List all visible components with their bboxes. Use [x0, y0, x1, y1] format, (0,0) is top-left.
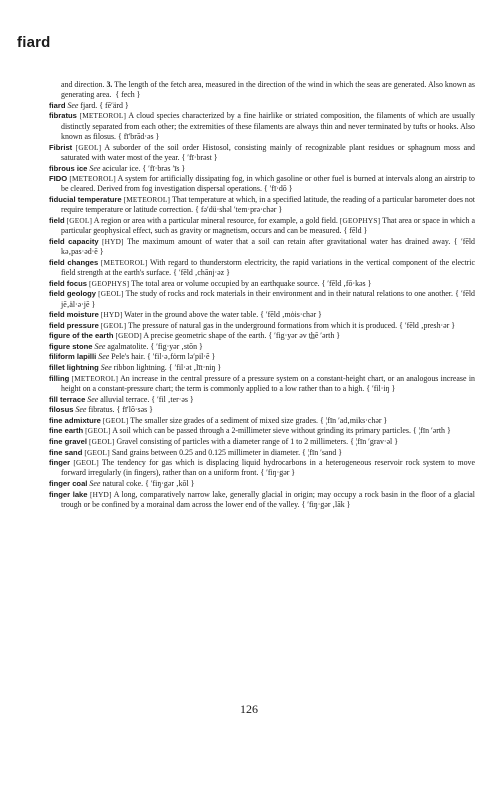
pronunciation: { ′fiŋ·gər ‚kōl }: [145, 479, 195, 488]
definition: ribbon lightning.: [113, 363, 167, 373]
pronunciation: { ′fig·yər ‚stōn }: [150, 341, 203, 351]
see-reference: See: [98, 352, 110, 362]
definition: The pressure of natural gas in the underground formations from which it is produced.: [128, 320, 398, 330]
field-label: [GEOPHYS]: [339, 215, 381, 225]
continued-text-pre: and direction.: [61, 80, 107, 89]
field-label: [GEOL]: [100, 320, 127, 330]
definition: A region or area with a particular mineral resource, for example, a gold field.: [93, 215, 338, 225]
definition: fjard.: [80, 100, 98, 110]
field-label: [GEOL]: [88, 436, 115, 446]
headword: filiform lapilli: [49, 352, 97, 362]
pronunciation: { ′fī·brəs ′īs }: [142, 163, 186, 173]
definition: A system for artificially dissipating fog, in which gasoline or other fuel is burned at intervals along an airstrip to be cleared. Derived from fog investigation dispersal operations.: [61, 174, 475, 194]
pronunciation: { ′fil·ət ‚līt·niŋ }: [168, 363, 222, 373]
headword: fibrous ice: [49, 163, 88, 173]
headword: fiard: [49, 100, 66, 110]
headword: fill terrace: [49, 394, 86, 404]
definition: An increase in the central pressure of a pressure system on a constant-height chart, or an analogous increase in height on a constant-pressure chart; the term is commonly applied to a low rather than to a high.: [61, 373, 475, 393]
definition: Gravel consisting of particles with a diameter range of 1 to 2 millimeters.: [116, 436, 349, 446]
see-reference: See: [87, 394, 99, 404]
headword: field geology: [49, 289, 96, 299]
dictionary-entry: [49, 216, 475, 237]
pronunciation: { ′fiŋ·gər ‚lāk }: [301, 499, 351, 509]
pronunciation: { fech }: [115, 90, 141, 100]
pronunciation: { ′fēld jē‚äl·ə·jē }: [61, 289, 475, 309]
headword: fine gravel: [49, 436, 87, 446]
definition: acicular ice.: [102, 163, 141, 173]
definition: Sand grains between 0.25 and 0.125 millimeter in diameter.: [111, 447, 301, 457]
see-reference: See: [89, 479, 101, 488]
headword: FIDO: [49, 174, 68, 184]
field-label: [GEOL]: [66, 215, 93, 225]
sense-number: 3.: [106, 80, 113, 89]
dictionary-entry: [49, 374, 475, 395]
field-label: [GEOL]: [102, 415, 129, 425]
dictionary-entry: [49, 195, 475, 216]
continued-text-post: The length of the fetch area, measured in the direction of the wind in which the seas are generated. Also known as generating area.: [61, 80, 475, 100]
headword: finger coal: [49, 479, 88, 488]
headword: fine admixture: [49, 415, 101, 425]
headword: field pressure: [49, 320, 99, 330]
field-label: [HYD]: [89, 489, 112, 499]
pronunciation: { ¦fīn ′sand }: [302, 447, 343, 457]
dictionary-entry: [49, 164, 475, 174]
see-reference: See: [67, 100, 79, 110]
definition: Water in the ground above the water table.: [124, 310, 259, 320]
definition: alluvial terrace.: [100, 394, 150, 404]
dictionary-entry: [49, 437, 475, 447]
definition: That area or space in which a particular geophysical effect, such as gravity or magnetism, occurs and can be measured.: [61, 215, 475, 236]
pronunciation: { ′fēld kə‚pas·əd·ē }: [61, 236, 475, 257]
field-label: [GEOD]: [115, 331, 142, 341]
dictionary-entry: [49, 416, 475, 426]
headword: fiducial temperature: [49, 195, 122, 205]
definition: natural coke.: [102, 479, 144, 488]
pronunciation: { ′fī·dō }: [263, 184, 293, 194]
pronunciation: { ¦fīn ′ərth }: [412, 426, 451, 436]
running-head: fiard: [17, 34, 51, 51]
field-label: [GEOL]: [73, 458, 99, 468]
definition: The study of rocks and rock materials in their environment and in their natural relations to one another.: [125, 289, 453, 299]
headword: field moisture: [49, 310, 99, 320]
field-label: [HYD]: [102, 236, 124, 246]
field-label: [GEOPHYS]: [88, 278, 130, 288]
see-reference: See: [100, 363, 112, 373]
pronunciation: { ′fēld ‚presh·ər }: [399, 320, 456, 330]
definition: That temperature at which, in a specified latitude, the reading of a particular barometer does not require temperature or latitude correction.: [61, 195, 475, 215]
definition: With regard to thunderstorm electricity, the rapid variations in the vertical component of the electric field strength at the earth's surface.: [61, 257, 475, 278]
dictionary-entry: [49, 405, 475, 415]
pronunciation: { fē′ärd }: [99, 100, 129, 110]
page-number: 126: [240, 702, 258, 716]
field-label: [GEOL]: [98, 289, 124, 299]
field-label: [METEOROL]: [100, 257, 148, 267]
definition: agalmatolite.: [107, 341, 149, 351]
dictionary-entry: [49, 479, 475, 489]
dictionary-entry: [49, 101, 475, 111]
field-label: [METEOROL]: [123, 195, 171, 205]
pronunciation: { ′fil ‚ter·əs }: [151, 394, 194, 404]
headword: field: [49, 215, 65, 225]
dictionary-entries: [49, 80, 475, 510]
field-label: [METEOROL]: [69, 174, 116, 184]
headword: filling: [49, 373, 70, 383]
dictionary-entry: [49, 426, 475, 436]
pronunciation: { ¦fīn ′grav·əl }: [350, 436, 398, 446]
dictionary-entry: [49, 342, 475, 352]
headword: field capacity: [49, 236, 99, 246]
pronunciation: { fēld }: [343, 226, 368, 236]
dictionary-entry: [49, 352, 475, 362]
definition: The tendency for gas which is displacing liquid hydrocarbons in a heterogeneous reservoir rock system to move forward irregularly (in fingers), rather than on a uniform front.: [61, 458, 475, 478]
field-label: [METEOROL]: [71, 373, 119, 383]
headword: field changes: [49, 257, 99, 267]
headword: fine earth: [49, 426, 84, 436]
definition: The maximum amount of water that a soil can retain after gravitational water has drained away.: [126, 236, 451, 246]
dictionary-entry: [49, 258, 475, 279]
definition: A precise geometric shape of the earth.: [143, 331, 267, 341]
definition: A cloud species characterized by a fine hairlike or striated composition, the filaments of which are usually distinctly separated from each other; the extremities of these filaments are always thin and never terminated by tufts or hooks. Also known as filosus.: [61, 111, 475, 142]
see-reference: See: [89, 163, 101, 173]
pronunciation: { ¦fīn ′ad‚miks·chər }: [320, 415, 388, 425]
dictionary-entry: [49, 395, 475, 405]
field-label: [GEOL]: [75, 142, 102, 152]
pronunciation: { ′fēld ‚mȯis·chər }: [260, 310, 322, 320]
definition: A suborder of the soil order Histosol, consisting mainly of recognizable plant residues or sphagnum moss and saturated with water most of the year.: [61, 142, 475, 162]
pronunciation: { ′fī·brəst }: [181, 152, 218, 162]
headword: fine sand: [49, 447, 83, 457]
pronunciation: { fə′dü·shəl ′tem·prə·chər }: [195, 205, 283, 215]
dictionary-entry: [49, 310, 475, 320]
definition: A soil which can be passed through a 2-millimeter sieve without grinding its primary particles.: [112, 426, 411, 436]
field-label: [METEOROL]: [79, 111, 127, 121]
headword: field focus: [49, 278, 87, 288]
headword: figure of the earth: [49, 331, 114, 341]
pronunciation: { ′fēld ‚chānj·əz }: [173, 268, 230, 278]
headword: Fibrist: [49, 142, 73, 152]
headword: figure stone: [49, 341, 93, 351]
headword: finger: [49, 458, 71, 468]
pronunciation: { ′fig·yər əv t͟hē ′ərth }: [268, 331, 341, 341]
field-label: [GEOL]: [84, 447, 110, 457]
definition: Pele's hair.: [111, 352, 146, 362]
dictionary-entry: [49, 448, 475, 458]
definition: A long, comparatively narrow lake, generally glacial in origin; may occupy a rock basin in the floor of a glacial trough or be confined by a morainal dam across the lower end of the valley.: [61, 489, 475, 509]
dictionary-entry: [49, 458, 475, 479]
definition: The total area or volume occupied by an earthquake source.: [131, 278, 320, 288]
dictionary-entry: [49, 237, 475, 258]
dictionary-entry: [49, 289, 475, 310]
dictionary-entry: [49, 363, 475, 373]
pronunciation: { ′fiŋ·gər }: [260, 468, 296, 478]
pronunciation: { fī′brād·əs }: [118, 132, 160, 142]
pronunciation: { ′fil·iŋ }: [366, 383, 396, 393]
dictionary-entry: [49, 321, 475, 331]
pronunciation: { ′fēld ‚fō·kəs }: [321, 278, 372, 288]
headword: fillet lightning: [49, 363, 99, 373]
pronunciation: { ′fil·ə‚fȯrm lə′pil·ē }: [147, 352, 216, 362]
pronunciation: { fī′lō·səs }: [116, 405, 153, 415]
continued-entry: [49, 80, 475, 101]
see-reference: See: [94, 341, 106, 351]
dictionary-entry: [49, 279, 475, 289]
definition: fibratus.: [88, 405, 115, 415]
dictionary-entry: [49, 174, 475, 195]
field-label: [HYD]: [100, 310, 123, 320]
field-label: [GEOL]: [85, 426, 111, 436]
see-reference: See: [75, 405, 87, 415]
headword: finger lake: [49, 489, 88, 499]
dictionary-entry: [49, 331, 475, 341]
definition: The smaller size grades of a sediment of mixed size grades.: [130, 415, 319, 425]
dictionary-entry: [49, 490, 475, 511]
dictionary-entry: [49, 111, 475, 142]
headword: filosus: [49, 405, 74, 415]
headword: fibratus: [49, 111, 77, 121]
dictionary-entry: [49, 143, 475, 164]
